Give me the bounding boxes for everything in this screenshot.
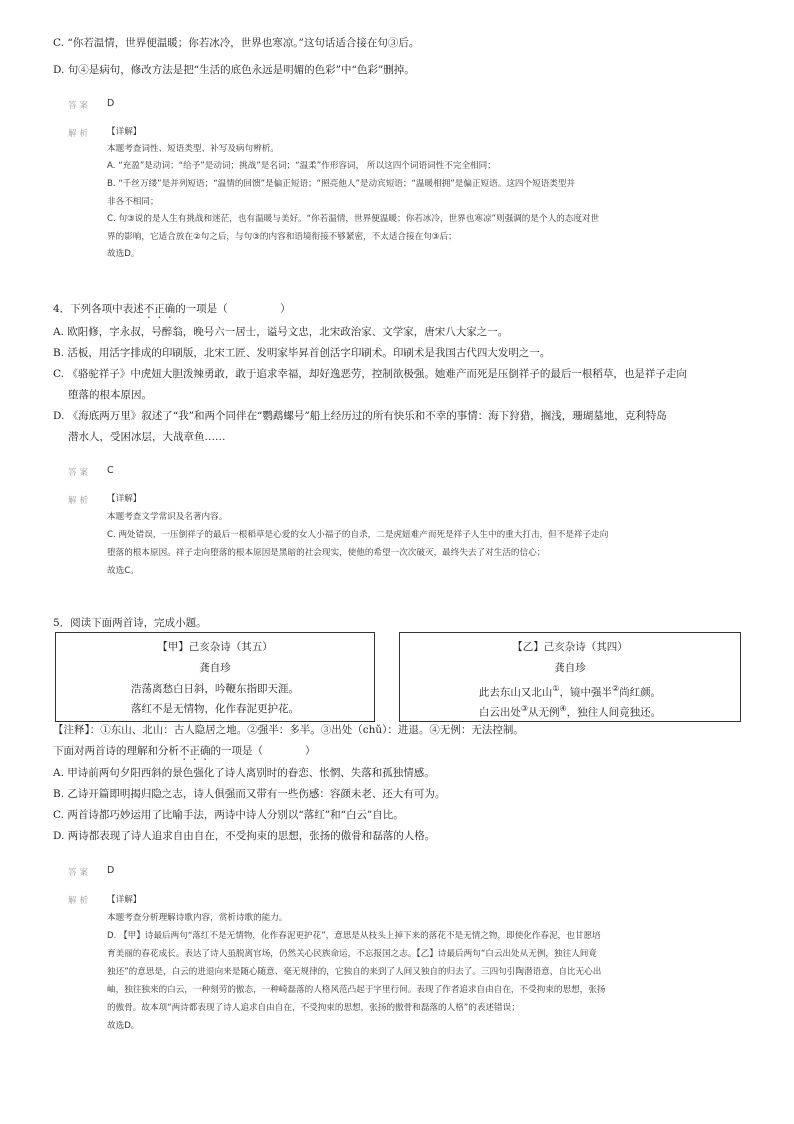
- poem-box-b: [399, 632, 741, 722]
- explanation-line: B. “千丝万缕”是并列短语；“温情的回馈”是偏正短语；“照亮他人”是动宾短语；“温暖相拥”是偏正短语。这四个短语类型并: [107, 179, 576, 189]
- poem-line: 白云出处③从无例④，独往人间竟独还。: [478, 704, 662, 719]
- poem-line: 浩荡离愁白日斜，吟鞭东指即天涯。: [131, 683, 299, 695]
- explanation-line: 岫，独往独来的白云，一种刻劳的傲态，一种崎磊落的人格风范凸起于字里行间。表现了作者追求自由自在，不受拘束的思想，张扬: [107, 985, 606, 995]
- explanation-line: 本题考查词性、短语类型、补写及病句辨析。: [107, 144, 279, 154]
- poem-line: 落红不是无情物，化作春泥更护花。: [131, 703, 299, 715]
- explanation-line: 的傲骨。故本项“两诗都表现了诗人追求自由自在，不受拘束的思想，张扬的傲骨和磊落的人格”的表述错误；: [107, 1003, 520, 1013]
- option-b: B. 活板，用活字排成的印刷版，北宋工匠、发明家毕昇首创活字印刷术。印刷术是我国古代四大发明之一。: [53, 347, 551, 359]
- explanation-line: A. “充盈”是动词；“给予”是动词；挑战”是名词；“温柔”作形容词， 所以这四个词语词性不完全相同；: [107, 161, 496, 171]
- poem-notes: 【注释】：①东山、北山：古人隐居之地。②强半：多半。③出处（chǔ）：进退。④无例：无法控制。: [53, 724, 524, 736]
- answer-label: 答案: [68, 868, 92, 878]
- poem-author: 龚自珍: [554, 662, 586, 674]
- explanation-line: 育美丽的春花成长。表达了诗人虽脱离官场，仍然关心民族命运，不忘报国之志。【乙】诗最后两句“白云出处从无例，独往人间竟: [107, 949, 597, 959]
- question-5-stem: 5．阅读下面两首诗，完成小题。: [53, 617, 207, 629]
- option-b: B. 乙诗开篇即明揭归隐之志，诗人俱强而又带有一些伤感：容颜未老、还大有可为。: [53, 788, 446, 800]
- explanation-line: 独还”的意思是，白云的进退向来是随心随意、毫无规律的，它独自的来到了人间又独自的归去了。三四句引陶潜语意，自比无心出: [107, 967, 602, 977]
- option-c-cont: 堕落的根本原因。: [68, 389, 152, 401]
- explanation-line: 故选D。: [107, 1021, 140, 1031]
- explanation-line: 堕落的根本原因。祥子走向堕落的根本原因是黑暗的社会现实，使他的希望一次次破灭，最终失去了对生活的信心；: [107, 548, 546, 558]
- emphasis-text: 不正确: [143, 303, 176, 315]
- explanation-line: 【详解】: [107, 895, 142, 905]
- option-c: C. 《骆驼祥子》中虎妞大胆泼辣勇敢，敢于追求幸福，却好逸恶劳，控制欲极强。她难产而死是压倒祥子的最后一根稻草，也是祥子走向: [53, 368, 687, 380]
- option-d-cont: 潜水人，受困冰层，大战章鱼……: [68, 431, 226, 443]
- explanation-line: C. 两处错误，一压倒祥子的最后一根稻草是心爱的女人小福子的自杀，二是虎妞难产而死是祥子人生中的重大打击，但不是祥子走向: [107, 530, 609, 540]
- poem-title: 【乙】己亥杂诗（其四）: [512, 641, 628, 653]
- explanation-line: 故选C。: [107, 566, 139, 576]
- explanation-line: 【详解】: [107, 494, 142, 504]
- analysis-label: 解析: [68, 496, 92, 506]
- emphasis-text: 不正确: [179, 745, 211, 757]
- explanation-line: 【详解】: [107, 127, 142, 137]
- explanation-line: 本题考查文学常识及名著内容。: [107, 512, 228, 522]
- option-a: A. 甲诗前两句夕阳西斜的景色强化了诗人离别时的眷恋、怅惘、失落和孤独情感。: [53, 767, 435, 779]
- explanation-line: 非各不相同；: [107, 197, 159, 207]
- poem-box-a: [55, 632, 375, 722]
- explanation-line: D. 【甲】诗最后两句“落红不是无情物，化作春泥更护花”，意思是从枝头上掉下来的落花不是无情之物，即使化作春泥，也甘愿培: [107, 931, 601, 941]
- option-a: A. 欧阳修，字永叔，号醉翁，晚号六一居士，谥号文忠，北宋政治家、文学家，唐宋八大家之一。: [53, 326, 509, 338]
- answer-label: 答案: [68, 468, 92, 478]
- answer-label: 答案: [68, 101, 92, 111]
- question-5-sub-stem: 下面对两首诗的理解和分析不正确的一项是（ ）: [53, 745, 316, 757]
- explanation-line: C. 句③说的是人生有挑战和迷茫，也有温暖与美好。“你若温情，世界便温暖；你若冰冷，世界也寒凉”则强调的是个人的态度对世: [107, 214, 600, 224]
- answer-value: D: [107, 98, 115, 109]
- explanation-line: 本题考查分析理解诗歌内容，赏析诗歌的能力。: [107, 913, 288, 923]
- analysis-label: 解析: [68, 129, 92, 139]
- option-c-previous: C. “你若温情，世界便温暖；你若冰冷，世界也寒凉。”这句话适合接在句③后。: [53, 37, 420, 49]
- question-4-stem: 4．下列各项中表述不正确的一项是（ ）: [53, 303, 291, 315]
- poem-title: 【甲】己亥杂诗（其五）: [157, 641, 273, 653]
- answer-value: C: [107, 465, 114, 476]
- explanation-line: 界的影响，它适合放在②句之后，与句③的内容和语境衔接不够紧密，不太适合接在句③后；: [107, 232, 457, 242]
- option-d: D. 《海底两万里》叙述了“我”和两个同伴在“鹦鹉螺号”船上经历过的所有快乐和不幸的事情：海下狩猎，搁浅，珊瑚墓地，克利特岛: [53, 410, 667, 422]
- option-c: C. 两首诗都巧妙运用了比喻手法，两诗中诗人分别以“落红”和“白云”自比。: [53, 809, 404, 821]
- option-d: D. 两诗都表现了诗人追求自由自在，不受拘束的思想，张扬的傲骨和磊落的人格。: [53, 830, 436, 842]
- option-d-previous: D. 句④是病句，修改方法是把“生活的底色永远是明媚的色彩”中“色彩”删掉。: [53, 64, 415, 76]
- answer-value: D: [107, 865, 115, 876]
- analysis-label: 解析: [68, 896, 92, 906]
- explanation-line: 故选D。: [107, 249, 140, 259]
- poem-line: 此去东山又北山①，镜中强半②尚红颜。: [478, 684, 662, 699]
- poem-author: 龚自珍: [199, 662, 231, 674]
